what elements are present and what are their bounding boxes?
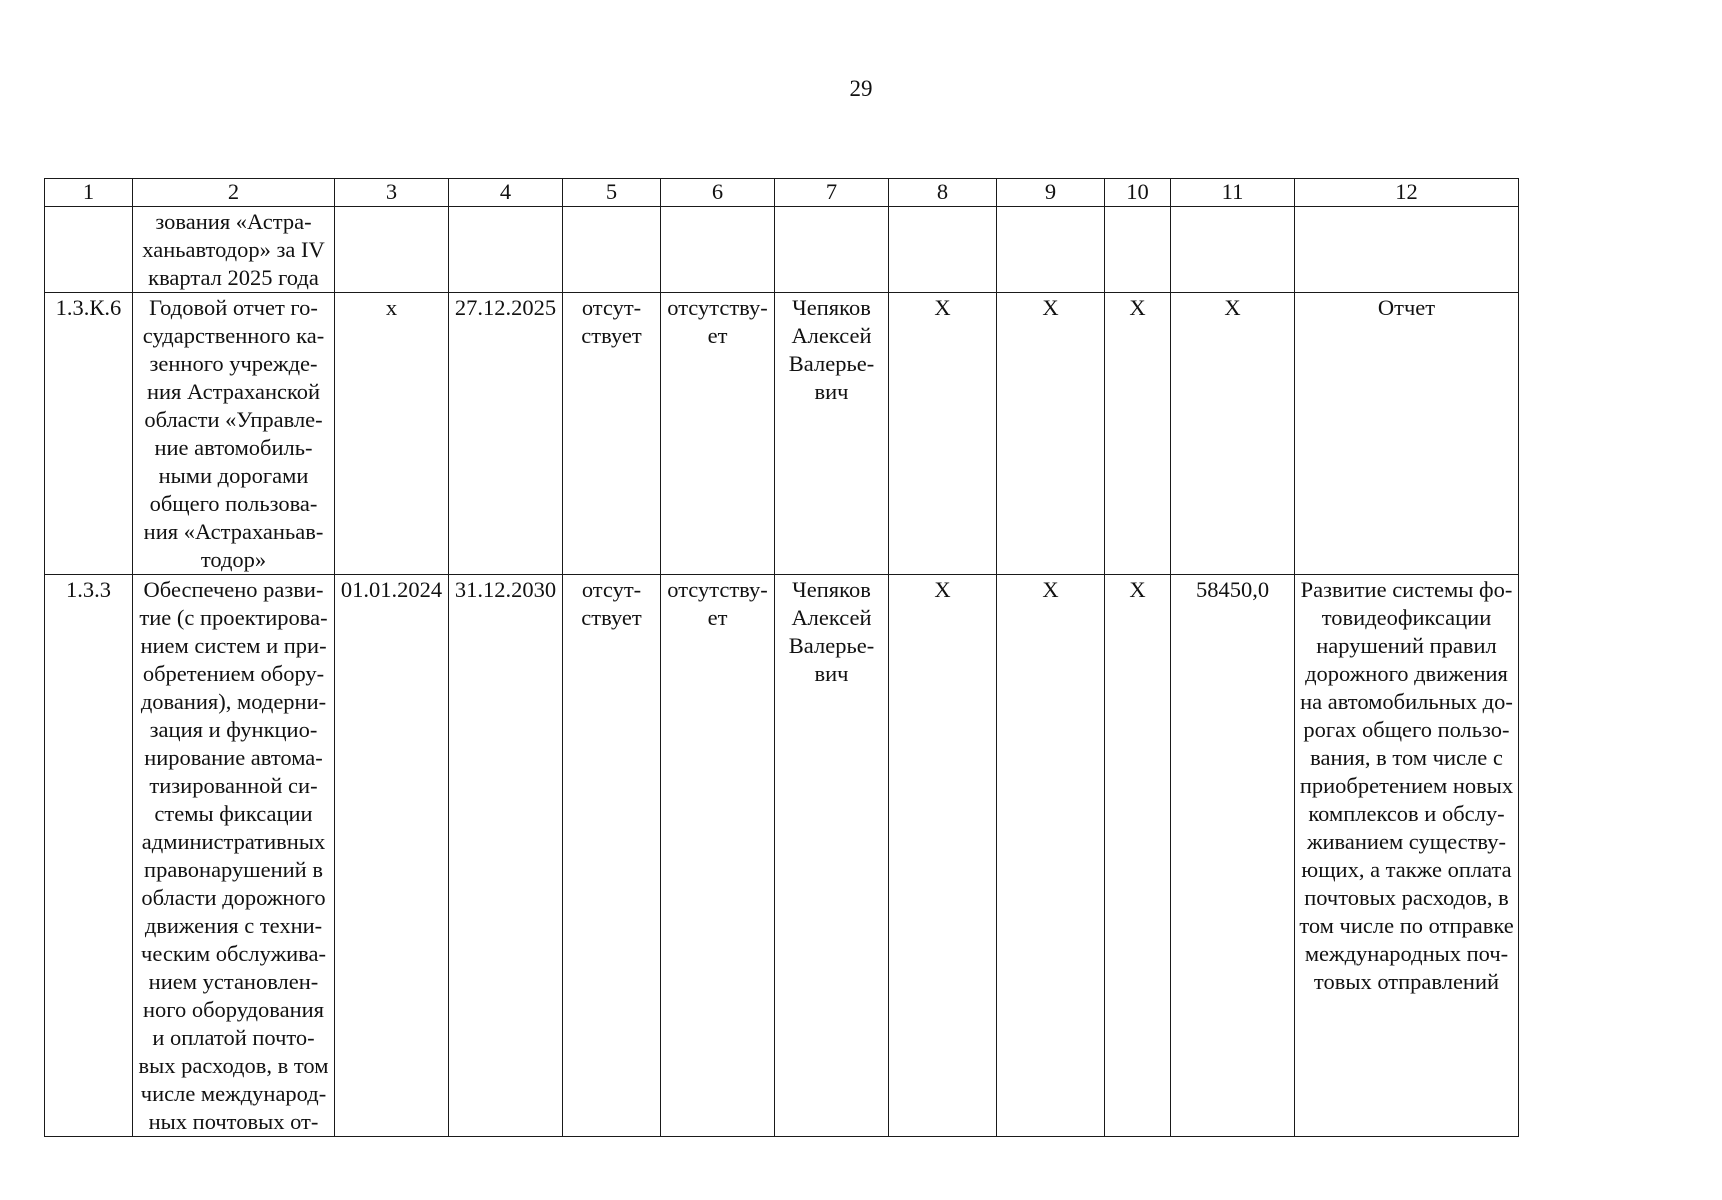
row-responsible: Чепяков Алексей Валерье- вич [775, 575, 889, 1137]
column-number: 6 [661, 179, 775, 207]
plan-table [44, 178, 1519, 1137]
column-number: 12 [1295, 179, 1519, 207]
page-number: 29 [849, 76, 873, 101]
row-col11: 58450,0 [1171, 575, 1295, 1137]
row-responsible: Чепяков Алексей Валерье- вич [775, 293, 889, 575]
column-number: 1 [45, 179, 133, 207]
row-col5: отсут- ствует [563, 575, 661, 1137]
row-col11 [1171, 207, 1295, 293]
column-number: 8 [889, 179, 997, 207]
column-number: 4 [449, 179, 563, 207]
row-end-date [449, 207, 563, 293]
row-col9: X [997, 575, 1105, 1137]
row-col6: отсутству- ет [661, 293, 775, 575]
row-col8: X [889, 575, 997, 1137]
table-row [45, 207, 1519, 293]
row-responsible [775, 207, 889, 293]
row-start-date: 01.01.2024 [335, 575, 449, 1137]
row-code: 1.3.3 [45, 575, 133, 1137]
table-row [45, 575, 1519, 1137]
row-col9 [997, 207, 1105, 293]
row-name: зования «Астра- ханьавтодор» за IV квартал 2025 года [133, 207, 335, 293]
row-col8: X [889, 293, 997, 575]
row-col5: отсут- ствует [563, 293, 661, 575]
row-col11: X [1171, 293, 1295, 575]
row-col5 [563, 207, 661, 293]
column-number-row [45, 179, 1519, 207]
row-result: Развитие системы фо- товидеофиксации нарушений правил дорожного движения на автомобильных до- рогах общего пользо- вания, в том числе с приобретением новых комплексов и обслу- живанием существу- ющих, а также оплата почтовых расходов, в том числе по отправке международных поч- товых отправлений [1295, 575, 1519, 1137]
column-number: 5 [563, 179, 661, 207]
row-result: Отчет [1295, 293, 1519, 575]
row-col6: отсутству- ет [661, 575, 775, 1137]
row-start-date: х [335, 293, 449, 575]
row-col8 [889, 207, 997, 293]
table-row [45, 293, 1519, 575]
row-code: 1.3.К.6 [45, 293, 133, 575]
column-number: 9 [997, 179, 1105, 207]
row-col10: X [1105, 293, 1171, 575]
column-number: 7 [775, 179, 889, 207]
row-start-date [335, 207, 449, 293]
row-col10: X [1105, 575, 1171, 1137]
row-col6 [661, 207, 775, 293]
row-name: Обеспечено разви- тие (с проектирова- нием систем и при- обретением обору- дования), модерни- зация и функцио- нирование автома- тизированной си- стемы фиксации административных правонарушений в области дорожного движения с техни- ческим обслужива- нием установлен- ного оборудования и оплатой почто- вых расходов, в том числе международ- ных почтовых от- [133, 575, 335, 1137]
row-result [1295, 207, 1519, 293]
row-end-date: 31.12.2030 [449, 575, 563, 1137]
column-number: 3 [335, 179, 449, 207]
row-col9: X [997, 293, 1105, 575]
row-name: Годовой отчет го- сударственного ка- зенного учрежде- ния Астраханской области «Управле- ние автомобиль- ными дорогами общего пользова- ния «Астраханьав- тодор» [133, 293, 335, 575]
row-end-date: 27.12.2025 [449, 293, 563, 575]
row-col10 [1105, 207, 1171, 293]
column-number: 2 [133, 179, 335, 207]
row-code [45, 207, 133, 293]
column-number: 10 [1105, 179, 1171, 207]
column-number: 11 [1171, 179, 1295, 207]
